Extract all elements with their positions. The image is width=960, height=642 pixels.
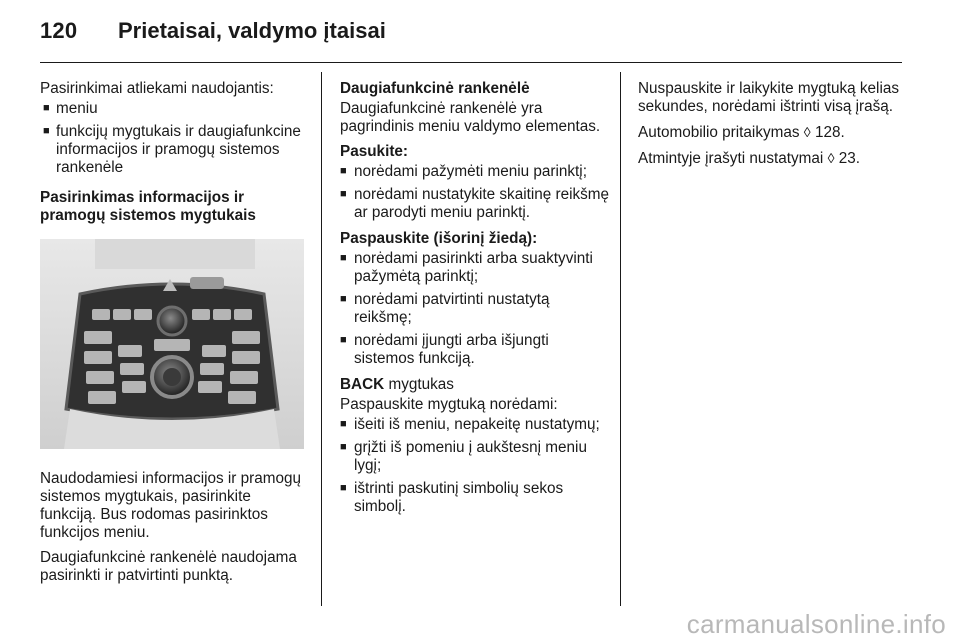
list-item: ■ norėdami nustatykite skaitinę reikšmę ar parodyti meniu parinktį. xyxy=(340,186,610,222)
subheading-press: Paspauskite (išorinį žiedą): xyxy=(340,230,538,247)
reference-icon: ◊ xyxy=(803,124,811,140)
subheading-turn: Pasukite: xyxy=(340,143,409,160)
reference-icon: ◊ xyxy=(827,150,835,166)
watermark: carmanualsonline.info xyxy=(686,609,946,639)
column-middle xyxy=(340,80,610,524)
section-heading: Daugiafunkcinė rankenėlė xyxy=(340,80,530,97)
back-button-heading xyxy=(340,376,610,394)
reference-text: Atmintyje įrašyti nustatymai xyxy=(638,150,828,167)
list-item: ■ išeiti iš meniu, nepakeitę nustatymų; xyxy=(340,416,610,434)
list-item: ■ grįžti iš pomeniu į aukštesnį meniu lygį; xyxy=(340,439,610,475)
paragraph: Daugiafunkcinė rankenėlė yra pagrindinis meniu valdymo elementas. xyxy=(340,100,601,135)
reference-page: 23. xyxy=(838,150,861,167)
section-heading: Pasirinkimas informacijos ir pramogų sistemos mygtukais xyxy=(40,189,256,224)
paragraph: Daugiafunkcinė rankenėlė naudojama pasirinkti ir patvirtinti punktą. xyxy=(40,549,297,584)
back-list xyxy=(340,416,610,516)
turn-list xyxy=(340,163,610,222)
page-number: 120 xyxy=(40,18,78,43)
control-panel-image xyxy=(40,239,304,449)
reference-text: Automobilio pritaikymas xyxy=(638,124,804,141)
page-header xyxy=(40,18,902,63)
press-list xyxy=(340,250,610,368)
paragraph: Paspauskite mygtuką norėdami: xyxy=(340,396,558,413)
column-divider xyxy=(620,72,621,606)
list-item: ■ norėdami įjungti arba išjungti sistemos funkciją. xyxy=(340,332,610,368)
back-label: BACK xyxy=(340,376,385,393)
list-item: ■ funkcijų mygtukais ir daugiafunkcine informacijos ir pramogų sistemos rankenėle xyxy=(40,123,308,177)
list-item: ■ norėdami patvirtinti nustatytą reikšmę; xyxy=(340,291,610,327)
selection-methods-list xyxy=(40,100,308,177)
back-heading-rest: mygtukas xyxy=(384,376,454,393)
cross-reference xyxy=(638,149,908,168)
page-title: Prietaisai, valdymo įtaisai xyxy=(118,18,386,43)
list-item: ■ norėdami pažymėti meniu parinktį; xyxy=(340,163,610,181)
paragraph: Nuspauskite ir laikykite mygtuką kelias sekundes, norėdami ištrinti visą įrašą. xyxy=(638,80,899,115)
paragraph: Naudodamiesi informacijos ir pramogų sistemos mygtukais, pasirinkite funkciją. Bus rodomas pasirinktos funkcijos meniu. xyxy=(40,470,302,541)
intro-text: Pasirinkimai atliekami naudojantis: xyxy=(40,80,274,97)
column-left xyxy=(40,80,308,592)
column-divider xyxy=(321,72,322,606)
list-item: ■ meniu xyxy=(40,100,308,118)
column-right xyxy=(638,80,908,175)
list-item: ■ ištrinti paskutinį simbolių sekos simbolį. xyxy=(340,480,610,516)
reference-page: 128. xyxy=(814,124,845,141)
list-item: ■ norėdami pasirinkti arba suaktyvinti pažymėtą parinktį; xyxy=(340,250,610,286)
cross-reference xyxy=(638,123,908,142)
